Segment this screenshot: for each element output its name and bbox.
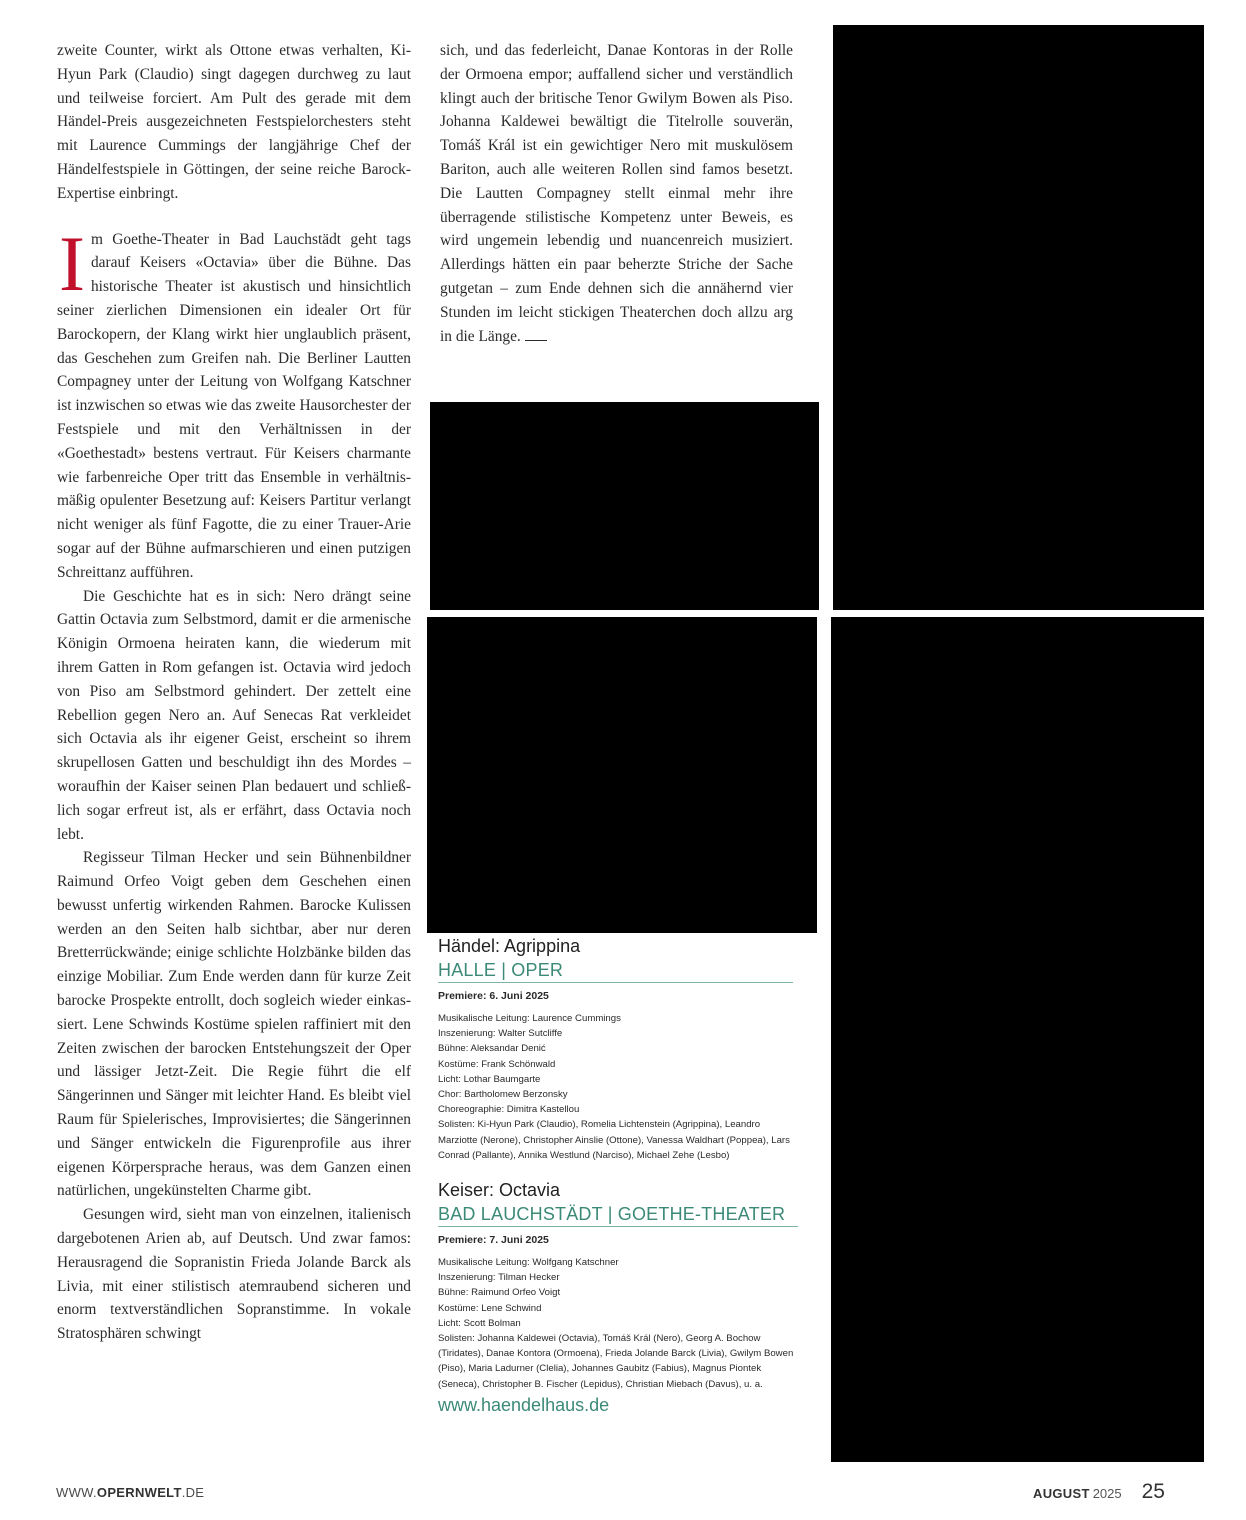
credit-line: Chor: Bartholomew Berzonsky [438, 1089, 568, 1101]
issue-month: AUGUST [1033, 1486, 1090, 1501]
website-link[interactable]: www.haendelhaus.de [438, 1394, 610, 1415]
page-number: 25 [1141, 1480, 1165, 1503]
credit-line: Bühne: Aleksandar Denić [438, 1043, 546, 1055]
article-paragraph: Regisseur Tilman Hecker und sein Bühnenbildner Raimund Orfeo Voigt geben dem Geschehen einen bewusst unfertig wirkenden Rahmen. Barocke Kulissen werden an den Seiten halb sichtbar, aber nur deren Bretterrückwände; einige schlichte Holzbänke bilden das einzige Mobiliar. Zum Ende werden dann für kurze Zeit barocke Prospekte entrollt, doch sogleich wieder einkassiert. Lene Schwinds Kostüme spielen raffiniert mit den Zeiten zwischen der barocken Entstehungszeit der Oper und lässiger Jetzt-Zeit. Die Regie führt die elf Sängerinnen und Sänger mit leichter Hand. Es bleibt viel Raum für Spielerisches, Improvisiertes; die Sängerinnen und Sänger entwickeln die Figurenprofile aus ihrer eigenen Körpersprache heraus, was dem Ganzen einen natürlichen, ungekünstelten Charme gibt. [57, 849, 411, 1200]
credit-line-soloists: Solisten: Johanna Kaldewei (Octavia), Tomáš Král (Nero), Georg A. Bochow (Tiridates), Danae Kontora (Ormoena), Frieda Jolande Barck (Livia), Gwilym Bowen (Piso), Maria Ladurner (Clelia), Johannes Gaubitz (Fabius), Magnus Piontek (Seneca), Christopher B. Fischer (Lepidus), Christian Miebach (Davus), u. a. [438, 1333, 794, 1390]
credit-line: Bühne: Raimund Orfeo Voigt [438, 1287, 561, 1299]
article-paragraph-dropcap [57, 219, 411, 585]
credits-list [438, 1011, 798, 1163]
production-title: Keiser: Octavia [438, 1180, 561, 1201]
footer-site-name: OPERNWELT [96, 1485, 182, 1500]
drop-cap: I [59, 219, 85, 307]
article-paragraph-text: sich, und das federleicht, Danae Kontoras in der Rolle der Ormoena empor; auffallend sicher und verständlich klingt auch der britische Tenor Gwilym Bowen als Piso. Johanna Kaldewei bewältigt die Titelrolle souverän, Tomáš Král ist ein gewichtiger Nero mit muskulösem Bariton, auch alle weiteren Rollen sind famos besetzt. Die Lautten Compagney stellt einmal mehr ihre überragende stilistische Kompetenz unter Beweis, es wird ungemein lebendig und nuancenreich musiziert. Allerdings hätten ein paar beherzte Striche der Sache gutgetan – zum Ende dehnen sich die annähernd vier Stunden im leicht stickigen Theaterchen doch allzu arg in die Länge. [440, 42, 793, 345]
article-paragraph: Gesungen wird, sieht man von einzelnen, italienisch dargebotenen Arien ab, auf Deutsch. Und zwar famos: Herausragend die Sopranistin Frieda Jolande Barck als Livia, mit einer stilistisch atemraubend sicheren und enorm textverständlichen Sopranstimme. In vokale Stratosphären schwingt [57, 1206, 411, 1343]
article-paragraph [440, 39, 793, 348]
issue-year: 2025 [1092, 1486, 1122, 1501]
production-title: Händel: Agrippina [438, 936, 581, 956]
production-infobox [438, 935, 798, 1416]
footer-site-suffix: .DE [181, 1485, 205, 1500]
credits-list [438, 1255, 798, 1392]
credit-line: Licht: Lothar Baumgarte [438, 1073, 541, 1085]
photo-placeholder-center [427, 617, 817, 933]
credit-line: Licht: Scott Bolman [438, 1317, 521, 1329]
credit-line: Musikalische Leitung: Wolfgang Katschner [438, 1257, 619, 1269]
footer-website[interactable] [56, 1485, 204, 1500]
article-column-1 [57, 39, 411, 1346]
article-column-2 [440, 39, 793, 348]
production-venue: HALLE | OPER [438, 959, 793, 983]
footer-site-prefix: WWW. [56, 1485, 97, 1500]
footer-issue [1033, 1480, 1165, 1504]
article-paragraph: zweite Counter, wirkt als Ottone etwas verhalten, Ki-Hyun Park (Claudio) singt dagegen durchweg zu laut und teilweise forciert. Am Pult des gerade mit dem Händel-Preis ausgezeichneten Festspielorchesters steht mit Laurence Cummings der langjährige Chef der Händelfestspiele in Göttingen, der seine reiche Barock-Expertise einbringt. [57, 42, 411, 202]
photo-placeholder-top-right [833, 25, 1204, 610]
credit-line: Kostüme: Lene Schwind [438, 1302, 542, 1314]
photo-placeholder-bottom-right [831, 617, 1204, 1462]
credit-line: Choreographie: Dimitra Kastellou [438, 1104, 580, 1116]
article-paragraph-text: m Goethe-Theater in Bad Lauchstädt geht tags darauf Keisers «Octavia» über die Bühne. Das historische Theater ist akustisch und hinsichtlich seiner zierlichen Dimensionen ein idealer Ort für Barockopern, der Klang wirkt hier unglaublich präsent, das Geschehen zum Greifen nah. Die Berliner Lautten Compagney unter der Leitung von Wolfgang Katschner ist inzwischen so etwas wie das zweite Hausorchester der Festspiele und mit den Verhältnissen in der «Goethestadt» bestens vertraut. Für Keisers charmante wie farbenreiche Oper tritt das Ensemble in verhältnismäßig opulenter Besetzung auf: Keisers Partitur verlangt nicht weniger als fünf Fagotte, die zu einer Trauer-Arie sogar auf der Bühne aufmarschieren und einen putzigen Schreittanz aufführen. [57, 230, 411, 581]
credit-line: Kostüme: Frank Schönwald [438, 1058, 556, 1070]
photo-placeholder-middle [430, 402, 819, 610]
production-octavia [438, 1179, 798, 1416]
article-paragraph: Die Geschichte hat es in sich: Nero drängt seine Gattin Octavia zum Selbstmord, damit er die armenische Königin Ormoena heiraten kann, die wiederum mit ihrem Gatten in Rom gefangen ist. Octavia wird jedoch von Piso am Selbstmord gehindert. Der zettelt eine Rebellion gegen Nero an. Auf Senecas Rat verkleidet sich Octavia als ihr eigener Geist, erscheint so ihrem skrupellosen Gatten und beschuldigt ihn des Mordes – woraufhin der Kaiser seinen Plan bedauert und schließlich sogar erfreut ist, als er erfährt, dass Octavia noch lebt. [57, 587, 411, 843]
end-of-article-mark [525, 340, 547, 341]
credit-line: Musikalische Leitung: Laurence Cummings [438, 1013, 621, 1024]
credit-line: Inszenierung: Walter Sutcliffe [438, 1028, 563, 1040]
premiere-date: Premiere: 6. Juni 2025 [438, 990, 549, 1002]
production-venue: BAD LAUCHSTÄDT | GOETHE-THEATER [438, 1203, 798, 1227]
premiere-date: Premiere: 7. Juni 2025 [438, 1234, 549, 1247]
production-agrippina [438, 935, 798, 1163]
credit-line: Inszenierung: Tilman Hecker [438, 1272, 560, 1284]
credit-line-soloists: Solisten: Ki-Hyun Park (Claudio), Romelia Lichtenstein (Agrippina), Leandro Marziotte (Nerone), Christopher Ainslie (Ottone), Vanessa Waldhart (Poppea), Lars Conrad (Pallante), Annika Westlund (Narciso), Michael Zehe (Lesbo) [438, 1119, 790, 1161]
